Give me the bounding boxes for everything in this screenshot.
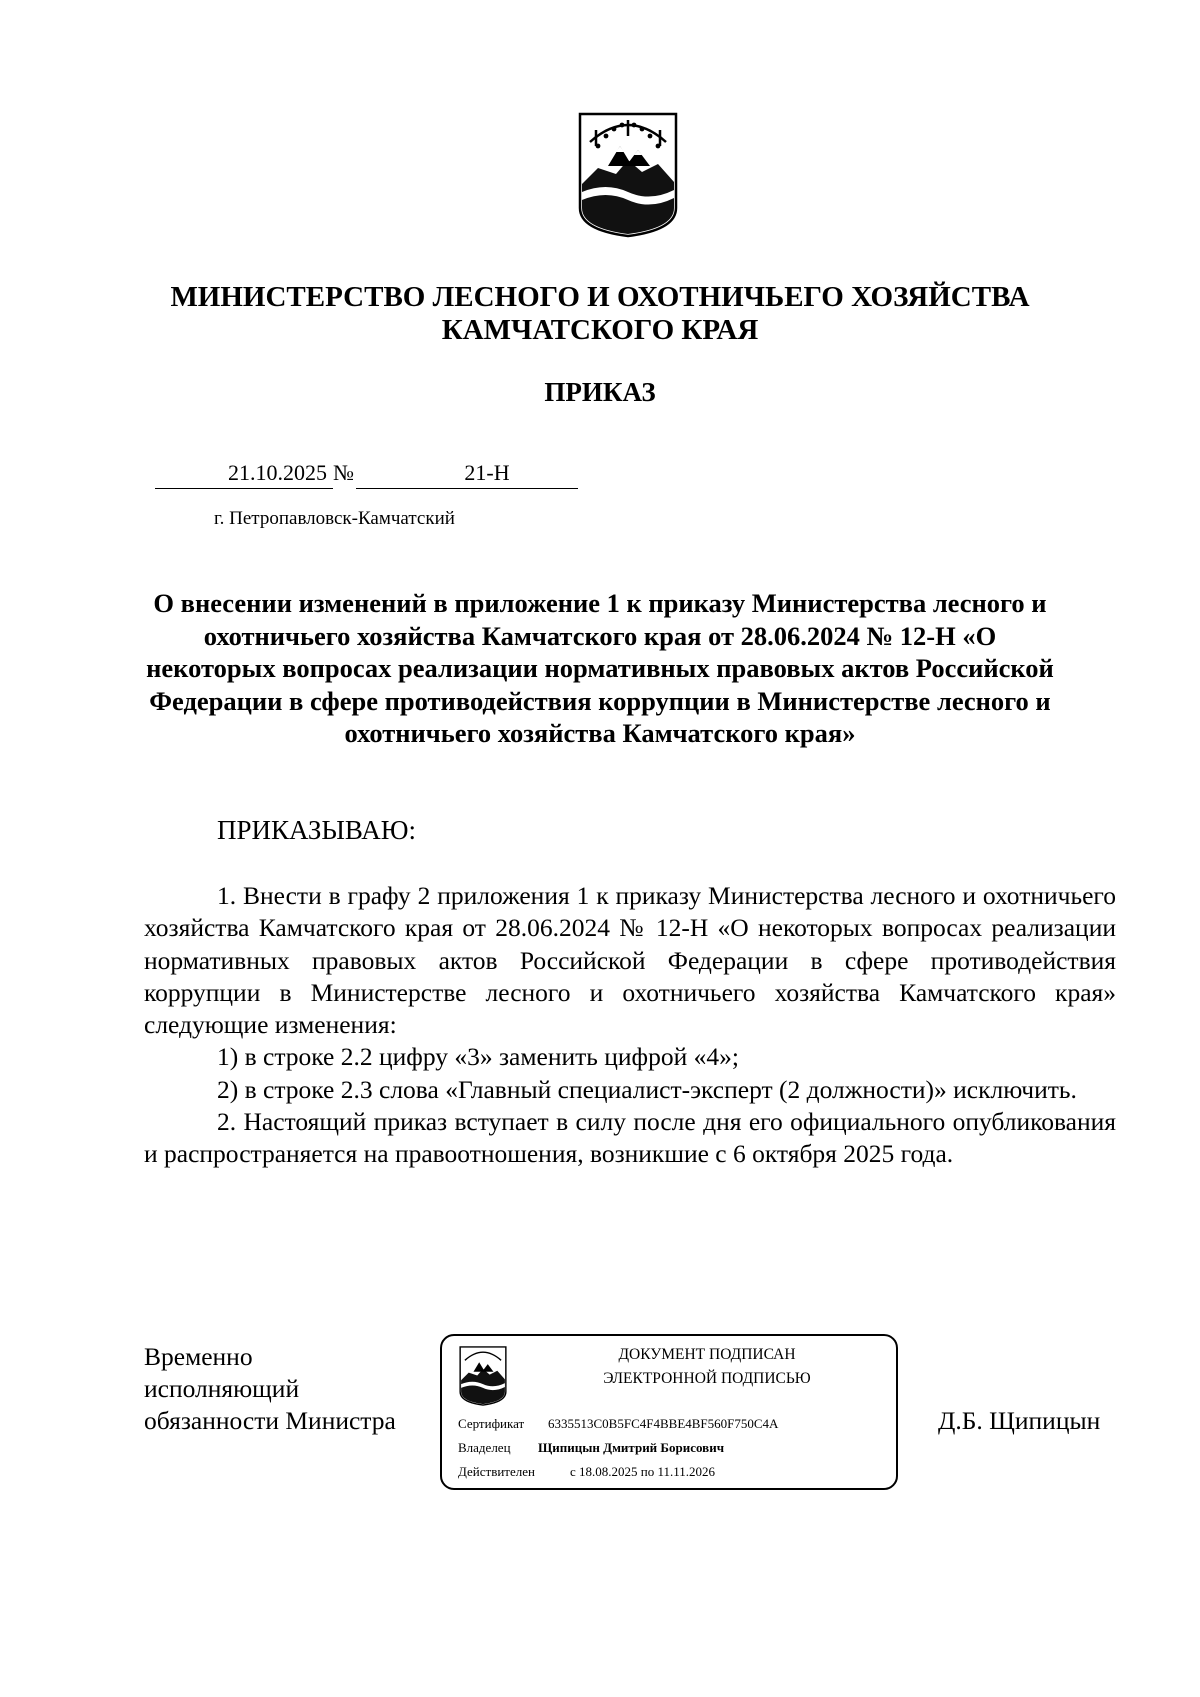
- order-verb: ПРИКАЗЫВАЮ:: [217, 815, 416, 845]
- stamp-certificate-row: [458, 1416, 778, 1432]
- kamchatka-coat-of-arms-icon: [576, 112, 680, 238]
- signer-title: [144, 1341, 396, 1437]
- document-subject: О внесении изменений в приложение 1 к приказу Министерства лесного и охотничьего хозяйства Камчатского края от 28.06.2024 № 12-Н «О некоторых вопросах реализации нормативных правовых актов Российской Федерации в сфере противодействия коррупции в Министерстве лесного и охотничьего хозяйства Камчатского края»: [146, 588, 1054, 748]
- document-date: 21.10.2025: [155, 458, 333, 489]
- paragraph-1-text: 1. Внести в графу 2 приложения 1 к приказу Министерства лесного и охотничьего хозяйства Камчатского края от 28.06.2024 № 12-Н «О некоторых вопросах реализации нормативных правовых актов Российской Федерации в сфере противодействия коррупции в Министерстве лесного и охотничьего хозяйства Камчатского края» следующие изменения:: [144, 881, 1116, 1040]
- document-type: ПРИКАЗ: [544, 377, 656, 407]
- stamp-validity-row: [458, 1464, 715, 1480]
- validity-value: с 18.08.2025 по 11.11.2026: [570, 1464, 716, 1479]
- signer-title-line3: обязанности Министра: [144, 1406, 396, 1435]
- signer-title-line2: исполняющий: [144, 1374, 300, 1403]
- owner-value: Щипицын Дмитрий Борисович: [538, 1440, 725, 1455]
- certificate-value: 6335513C0B5FC4F4BBE4BF560F750C4A: [548, 1416, 779, 1431]
- stamp-coat-of-arms-icon: [458, 1346, 508, 1406]
- paragraph-1-item-2: 2) в строке 2.3 слова «Главный специалист-эксперт (2 должности)» исключить.: [217, 1074, 1077, 1104]
- document-number: 21-Н: [356, 458, 578, 489]
- ministry-name-line2: КАМЧАТСКОГО КРАЯ: [441, 314, 759, 346]
- document-city: г. Петропавловск-Камчатский: [214, 508, 455, 529]
- stamp-heading-line2: ЭЛЕКТРОННОЙ ПОДПИСЬЮ: [603, 1370, 811, 1387]
- certificate-label: Сертификат: [458, 1416, 525, 1431]
- stamp-owner-row: [458, 1440, 724, 1456]
- signer-name: Д.Б. Щипицын: [938, 1406, 1101, 1435]
- paragraph-1-item-1: 1) в строке 2.2 цифру «3» заменить цифрой «4»;: [217, 1042, 739, 1072]
- electronic-signature-stamp: [440, 1334, 898, 1490]
- signer-title-line1: Временно: [144, 1342, 253, 1371]
- number-sign: №: [333, 460, 354, 485]
- ministry-name-line1: МИНИСТЕРСТВО ЛЕСНОГО И ОХОТНИЧЬЕГО ХОЗЯЙСТВА: [170, 281, 1030, 313]
- body-paragraph-1: [144, 880, 1116, 1171]
- body-paragraph-2: 2. Настоящий приказ вступает в силу после дня его официального опубликования и распространяется на правоотношения, возникшие с 6 октября 2025 года.: [144, 1107, 1116, 1169]
- stamp-heading-line1: ДОКУМЕНТ ПОДПИСАН: [618, 1346, 796, 1363]
- validity-label: Действителен: [458, 1464, 535, 1479]
- owner-label: Владелец: [458, 1440, 511, 1455]
